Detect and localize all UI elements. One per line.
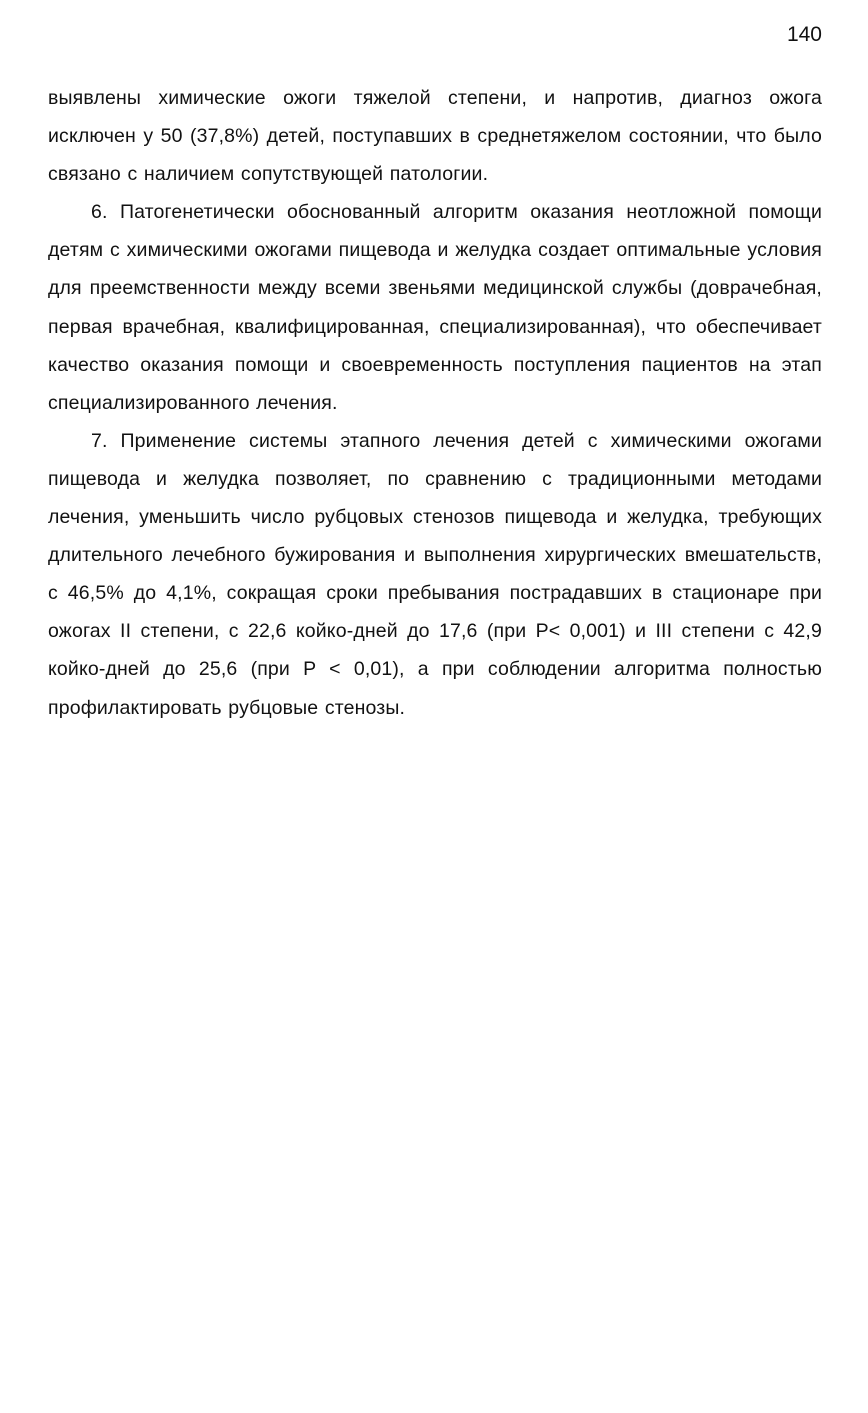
document-body (48, 79, 822, 727)
paragraph-conclusion-6: 6. Патогенетически обоснованный алгоритм оказания неотложной помощи детям с химическими ожогами пищевода и желудка создает оптимальные условия для преемственности между всеми звеньями медицинской службы (доврачебная, первая врачебная, квалифицированная, специализированная), что обеспечивает качество оказания помощи и своевременность поступления пациентов на этап специализированного лечения. (48, 201, 822, 414)
paragraph-continuation: выявлены химические ожоги тяжелой степени, и напротив, диагноз ожога исключен у 50 (37,8%) детей, поступавших в среднетяжелом состоянии, что было связано с наличием сопутствующей патологии. (48, 87, 822, 186)
paragraph-conclusion-7: 7. Применение системы этапного лечения детей с химическими ожогами пищевода и желудка позволяет, по сравнению с традиционными методами лечения, уменьшить число рубцовых стенозов пищевода и желудка, требующих длительного лечебного бужирования и выполнения хирургических вмешательств, с 46,5% до 4,1%, сокращая сроки пребывания пострадавших в стационаре при ожогах II степени, с 22,6 койко-дней до 17,6 (при P< 0,001) и III степени с 42,9 койко-дней до 25,6 (при P < 0,01), а при соблюдении алгоритма полностью профилактировать рубцовые стенозы. (48, 429, 822, 719)
page-number: 140 (786, 23, 822, 46)
